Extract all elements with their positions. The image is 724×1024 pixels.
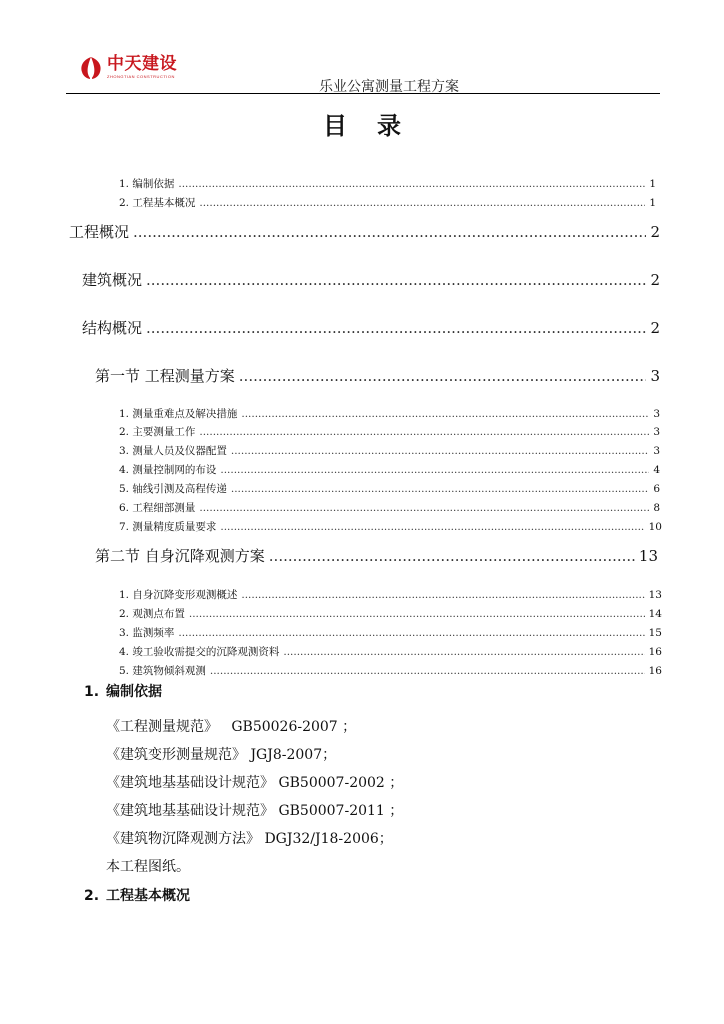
toc-entry[interactable] [119,462,660,477]
reference-item: 《工程测量规范》 GB50026-2007 ； [106,719,357,735]
logo-chinese-text: 中天建设 [107,54,177,74]
toc-leader [220,521,644,533]
toc-entry-page: 6 [653,483,660,495]
toc-entry[interactable] [119,195,656,210]
toc-entry-label: 1. 自身沉降变形观测概述 [119,589,238,601]
document-header-title: 乐业公寓测量工程方案 [319,79,459,95]
toc-leader [178,178,645,190]
toc-entry-label: 结构概况 [82,319,143,337]
toc-entry-label: 工程概况 [69,223,130,241]
toc-entry-label: 7. 测量精度质量要求 [119,521,217,533]
toc-entry[interactable] [82,269,660,290]
toc-entry-label: 3. 测量人员及仪器配置 [119,445,227,457]
toc-entry-label: 5. 轴线引测及高程传递 [119,483,227,495]
toc-entry-page: 3 [653,445,660,457]
toc-title: 目录 [323,112,431,140]
section-number: 1. [84,684,100,700]
toc-entry[interactable] [119,587,662,602]
toc-leader [199,426,649,438]
toc-leader [199,197,645,209]
reference-item: 本工程图纸。 [106,859,190,875]
toc-entry-page: 1 [649,197,656,209]
toc-entry[interactable] [119,644,662,659]
toc-entry[interactable] [119,519,662,534]
reference-item: 《建筑变形测量规范》 JGJ8-2007； [106,747,337,763]
logo-mark-icon [78,56,104,80]
toc-entry-page: 2 [650,319,660,337]
toc-entry-page: 3 [653,426,660,438]
toc-entry-label: 第一节 工程测量方案 [95,367,235,385]
toc-entry-label: 2. 观测点布置 [119,608,185,620]
toc-leader [189,608,645,620]
section-heading [84,681,162,701]
toc-entry-label: 6. 工程细部测量 [119,502,196,514]
toc-entry[interactable] [95,365,660,386]
toc-leader [283,646,644,658]
toc-entry-label: 1. 编制依据 [119,178,175,190]
toc-entry-label: 建筑概况 [82,271,143,289]
toc-entry-label: 1. 测量重难点及解决措施 [119,408,238,420]
toc-entry[interactable] [119,424,660,439]
toc-entry-page: 3 [653,408,660,420]
toc-entry-page: 13 [638,547,658,565]
toc-leader [241,589,644,601]
toc-entry-page: 1 [649,178,656,190]
section-heading [84,885,190,905]
toc-leader [199,502,649,514]
toc-entry-page: 13 [648,589,662,601]
toc-entry-page: 2 [650,223,660,241]
header-divider [66,93,660,94]
toc-entry-page: 15 [648,627,662,639]
toc-leader [220,464,649,476]
toc-leader [133,223,646,241]
toc-leader [239,367,647,385]
reference-item: 《建筑地基基础设计规范》 GB50007-2011 ； [106,803,404,819]
toc-entry-page: 4 [653,464,660,476]
toc-entry[interactable] [119,481,660,496]
toc-entry[interactable] [119,443,660,458]
toc-entry[interactable] [69,221,660,242]
toc-entry[interactable] [119,625,662,640]
toc-leader [241,408,649,420]
toc-leader [146,319,646,337]
toc-entry-page: 14 [648,608,662,620]
toc-entry-label: 2. 主要测量工作 [119,426,196,438]
reference-item: 《建筑地基基础设计规范》 GB50007-2002 ； [106,775,404,791]
toc-entry-label: 5. 建筑物倾斜观测 [119,665,206,677]
toc-entry-page: 3 [650,367,660,385]
toc-entry[interactable] [119,176,656,191]
section-title: 编制依据 [106,684,162,700]
toc-entry-page: 10 [648,521,662,533]
toc-entry-label: 4. 测量控制网的布设 [119,464,217,476]
toc-entry-label: 3. 监测频率 [119,627,175,639]
company-logo [78,55,177,80]
toc-leader [269,547,635,565]
toc-entry[interactable] [82,317,660,338]
toc-entry-label: 4. 竣工验收需提交的沉降观测资料 [119,646,280,658]
toc-entry-page: 8 [653,502,660,514]
toc-entry[interactable] [95,545,658,566]
toc-leader [231,445,649,457]
toc-entry[interactable] [119,663,662,678]
toc-leader [178,627,644,639]
toc-entry[interactable] [119,606,662,621]
section-number: 2. [84,888,100,904]
toc-entry-page: 16 [648,665,662,677]
toc-leader [231,483,649,495]
toc-leader [146,271,646,289]
toc-entry-label: 2. 工程基本概况 [119,197,196,209]
reference-item: 《建筑物沉降观测方法》 DGJ32/J18-2006； [106,831,393,847]
toc-entry-page: 2 [650,271,660,289]
toc-entry[interactable] [119,406,660,421]
toc-leader [210,665,645,677]
toc-entry-page: 16 [648,646,662,658]
section-title: 工程基本概况 [106,888,190,904]
toc-entry-label: 第二节 自身沉降观测方案 [95,547,265,565]
logo-english-text: ZHONGTIAN CONSTRUCTION [107,74,175,79]
toc-entry[interactable] [119,500,660,515]
